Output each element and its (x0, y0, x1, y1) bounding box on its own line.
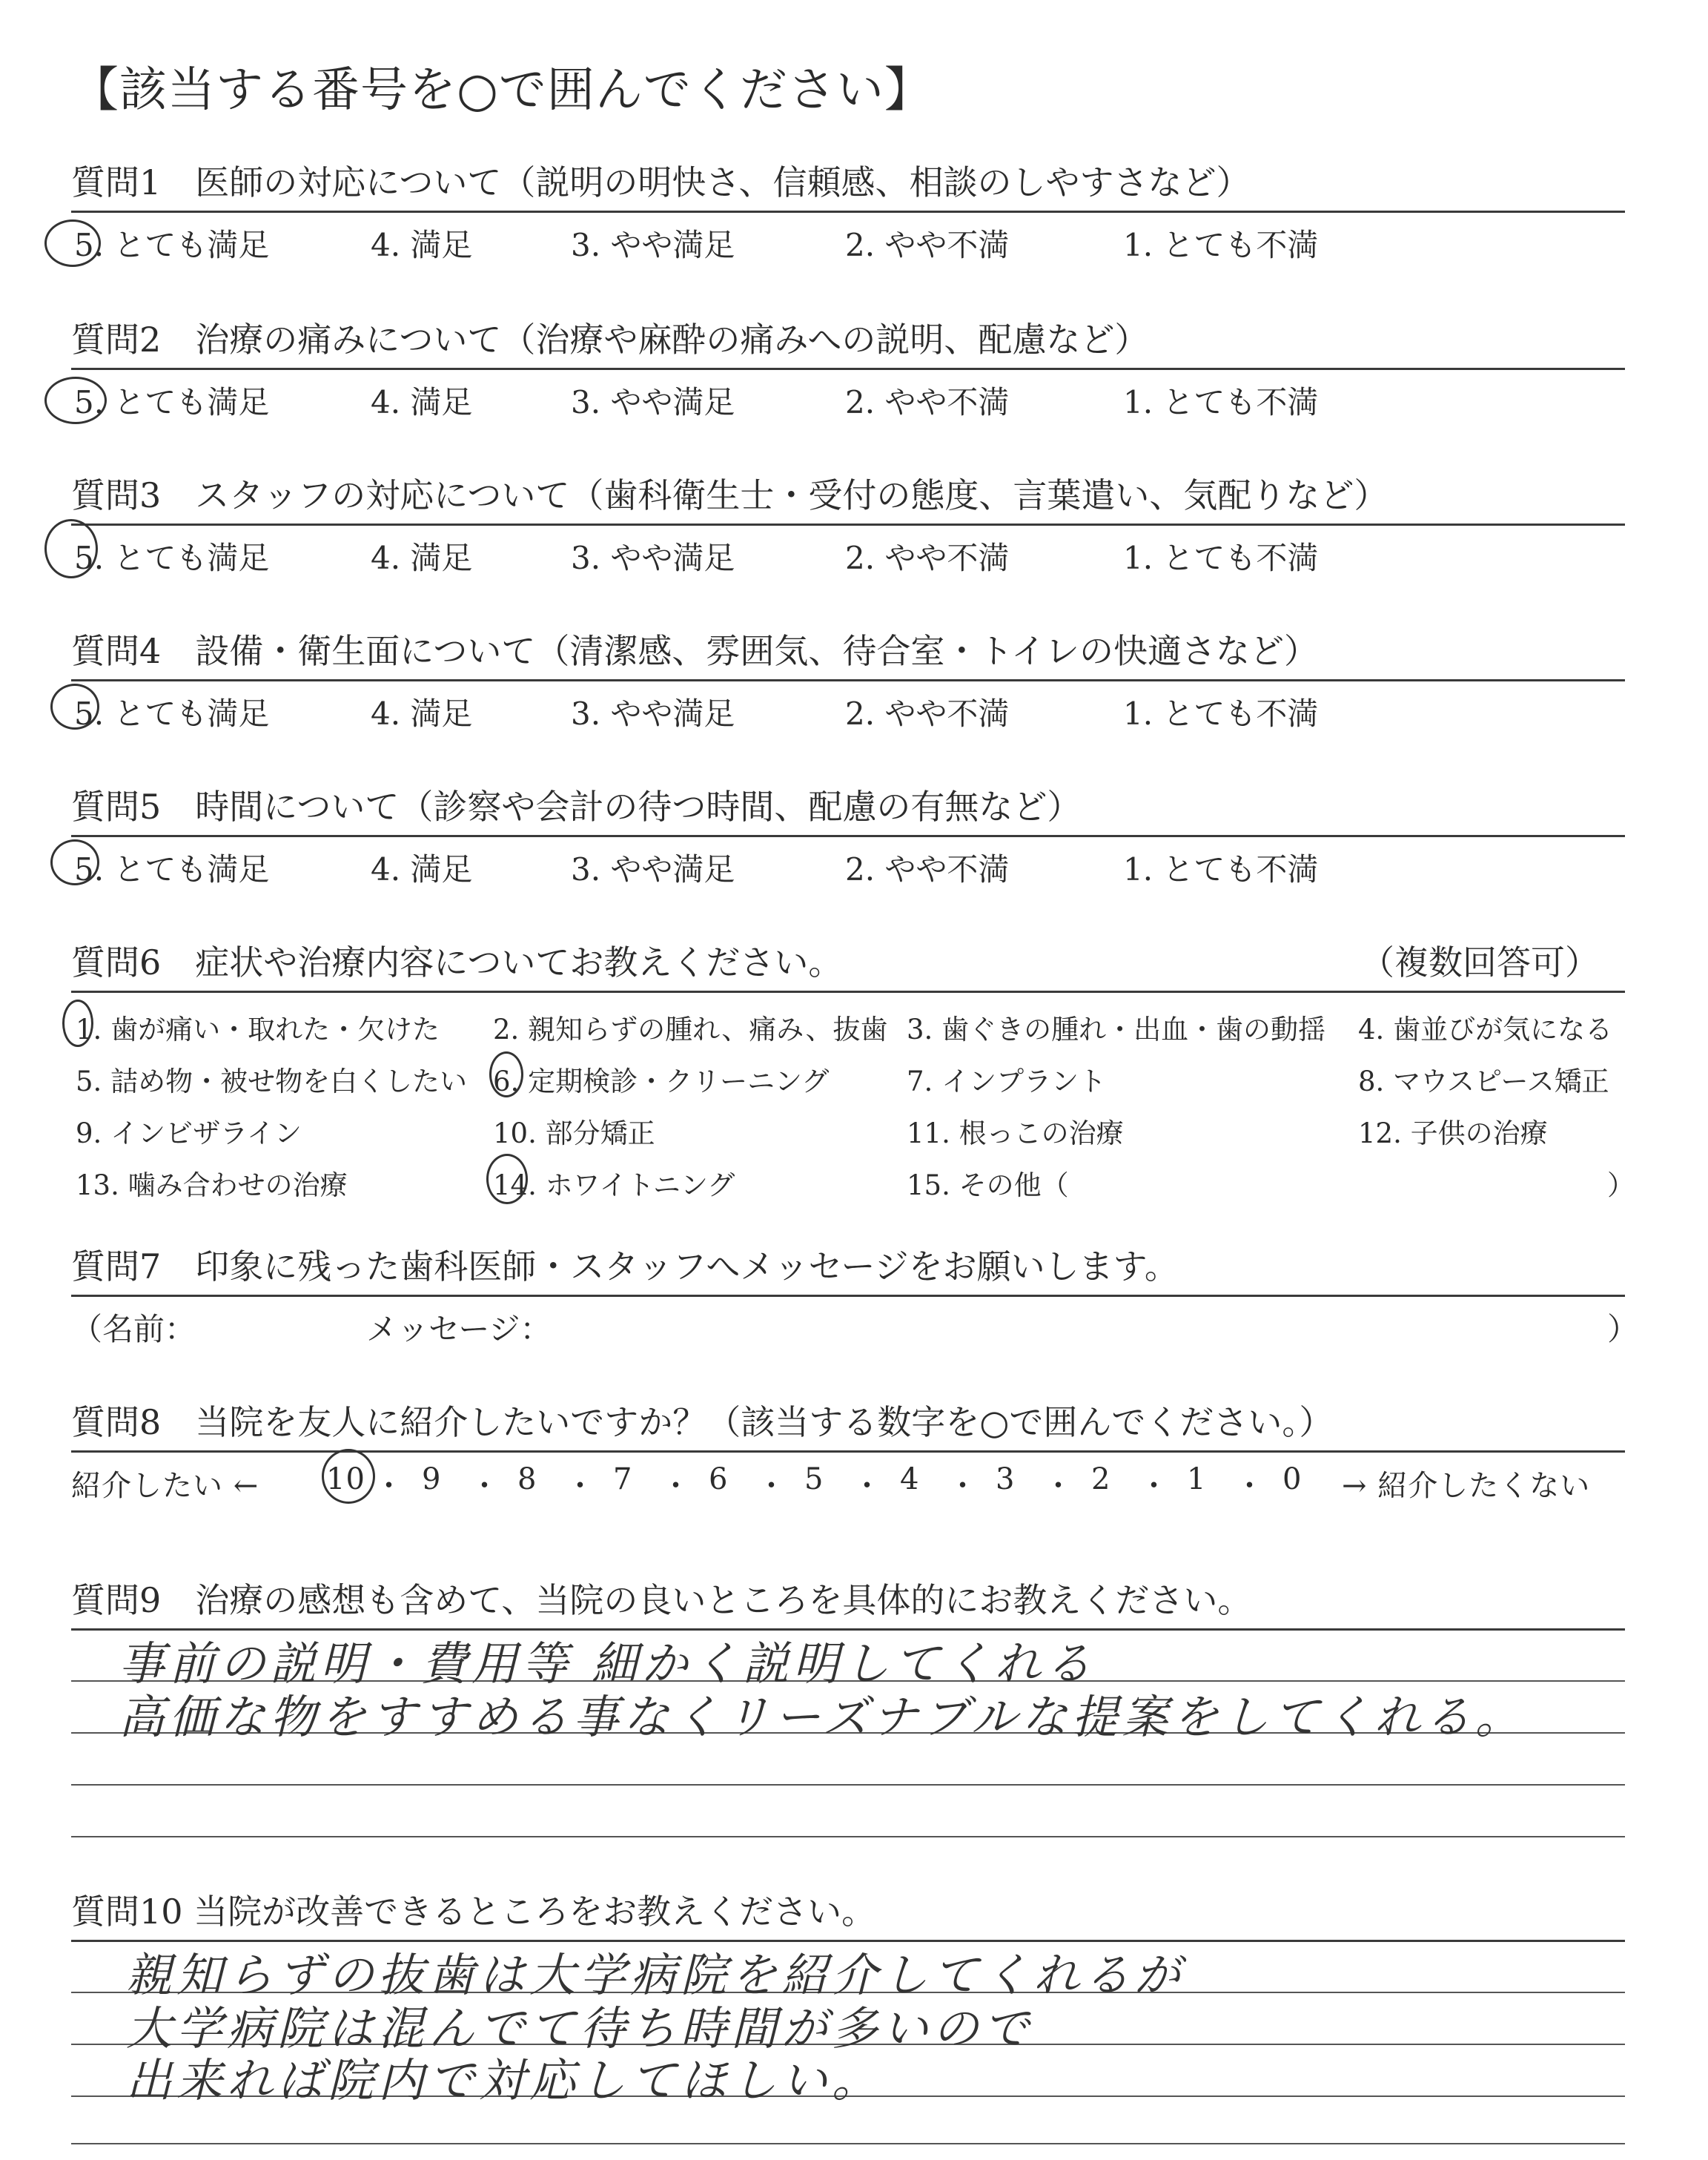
scale-value[interactable]: 9 (422, 1462, 442, 1496)
q1-option-1[interactable]: 1. とても不満 (1123, 227, 1319, 263)
selection-circle (44, 519, 98, 578)
q3-title: 質問3 スタッフの対応について（歯科衛生士・受付の態度、言葉遣い、気配りなど） (71, 475, 1388, 515)
divider (71, 991, 1625, 993)
writing-line (71, 1836, 1625, 1837)
q5-title: 質問5 時間について（診察や会計の待つ時間、配慮の有無など） (71, 787, 1082, 827)
q6-note: （複数回答可） (1360, 942, 1599, 982)
q6-option-15-close: ） (1607, 1169, 1635, 1201)
scale-value[interactable]: 8 (517, 1462, 537, 1496)
q10-answer-line-3: 出来れば院内で対応してほしい。 (126, 2053, 883, 2107)
q4-option-2[interactable]: 2. やや不満 (845, 696, 1010, 732)
q8-left-label: 紹介したい ← (71, 1469, 259, 1503)
scale-value[interactable]: 3 (996, 1462, 1016, 1496)
scale-separator: ・ (1139, 1469, 1170, 1503)
scale-separator: ・ (756, 1469, 787, 1503)
q7-message-label: メッセージ： (366, 1311, 552, 1347)
q6-option-1[interactable]: 1. 歯が痛い・取れた・欠けた (76, 1014, 440, 1046)
writing-line (71, 1784, 1625, 1786)
q10-title: 質問10 当院が改善できるところをお教えください。 (71, 1892, 876, 1932)
q7-name-label: （名前： (71, 1311, 196, 1347)
q7-close-paren: ） (1607, 1311, 1639, 1347)
scale-value[interactable]: 2 (1091, 1462, 1111, 1496)
q6-title: 質問6 症状や治療内容についてお教えください。 (71, 942, 843, 982)
q6-option-10[interactable]: 10. 部分矯正 (493, 1117, 655, 1149)
q1-option-2[interactable]: 2. やや不満 (845, 227, 1010, 263)
selection-circle (44, 219, 101, 267)
q9-answer-line-2: 高価な物をすすめる事なくリーズナブルな提案をしてくれる。 (119, 1690, 1526, 1744)
divider (71, 524, 1625, 526)
q6-option-9[interactable]: 9. インビザライン (76, 1117, 302, 1149)
q1-option-3[interactable]: 3. やや満足 (571, 227, 735, 263)
q6-option-6[interactable]: 6. 定期検診・クリーニング (493, 1066, 830, 1097)
writing-line (71, 2143, 1625, 2144)
q9-answer-line-1: 事前の説明・費用等 細かく説明してくれる (119, 1636, 1096, 1691)
selection-circle (44, 377, 107, 424)
q4-option-4[interactable]: 4. 満足 (371, 696, 473, 732)
q1-option-5[interactable]: 5. とても満足 (74, 227, 270, 263)
q6-option-12[interactable]: 12. 子供の治療 (1358, 1117, 1548, 1149)
scale-separator: ・ (852, 1469, 883, 1503)
q2-option-2[interactable]: 2. やや不満 (845, 384, 1010, 420)
q10-answer-line-1: 親知らずの抜歯は大学病院を紹介してくれるが (126, 1948, 1185, 2002)
scale-value[interactable]: 10 (326, 1462, 365, 1496)
q5-option-5[interactable]: 5. とても満足 (74, 851, 270, 888)
q2-option-4[interactable]: 4. 満足 (371, 384, 473, 420)
q6-option-11[interactable]: 11. 根っこの治療 (907, 1117, 1124, 1149)
scale-separator: ・ (374, 1469, 405, 1503)
q2-title: 質問2 治療の痛みについて（治療や麻酔の痛みへの説明、配慮など） (71, 320, 1149, 360)
q3-option-5[interactable]: 5. とても満足 (74, 540, 270, 576)
q3-option-2[interactable]: 2. やや不満 (845, 540, 1010, 576)
q7-title: 質問7 印象に残った歯科医師・スタッフへメッセージをお願いします。 (71, 1246, 1179, 1287)
scale-value[interactable]: 4 (900, 1462, 920, 1496)
q3-option-1[interactable]: 1. とても不満 (1123, 540, 1319, 576)
q5-option-3[interactable]: 3. やや満足 (571, 851, 735, 888)
q2-option-5[interactable]: 5. とても満足 (74, 384, 270, 420)
q3-option-4[interactable]: 4. 満足 (371, 540, 473, 576)
divider (71, 679, 1625, 681)
selection-circle (50, 684, 99, 730)
q2-option-3[interactable]: 3. やや満足 (571, 384, 735, 420)
q6-option-7[interactable]: 7. インプラント (907, 1066, 1107, 1097)
q5-option-2[interactable]: 2. やや不満 (845, 851, 1010, 888)
q5-option-1[interactable]: 1. とても不満 (1123, 851, 1319, 888)
q6-option-4[interactable]: 4. 歯並びが気になる (1358, 1014, 1613, 1046)
selection-circle (62, 1000, 93, 1047)
divider (71, 1450, 1625, 1453)
q2-option-1[interactable]: 1. とても不満 (1123, 384, 1319, 420)
selection-circle (486, 1154, 528, 1204)
q4-option-1[interactable]: 1. とても不満 (1123, 696, 1319, 732)
q6-option-3[interactable]: 3. 歯ぐきの腫れ・出血・歯の動揺 (907, 1014, 1326, 1046)
q6-option-15[interactable]: 15. その他（ (907, 1169, 1069, 1201)
q1-title: 質問1 医師の対応について（説明の明快さ、信頼感、相談のしやすさなど） (71, 162, 1251, 202)
scale-separator: ・ (469, 1469, 500, 1503)
q3-option-3[interactable]: 3. やや満足 (571, 540, 735, 576)
q4-option-3[interactable]: 3. やや満足 (571, 696, 735, 732)
scale-separator: ・ (661, 1469, 692, 1503)
q1-option-4[interactable]: 4. 満足 (371, 227, 473, 263)
q6-option-5[interactable]: 5. 詰め物・被せ物を白くしたい (76, 1066, 468, 1097)
q6-option-14[interactable]: 14. ホワイトニング (493, 1169, 735, 1201)
selection-circle (50, 839, 99, 885)
scale-separator: ・ (1043, 1469, 1074, 1503)
q6-option-13[interactable]: 13. 噛み合わせの治療 (76, 1169, 348, 1201)
q5-option-4[interactable]: 4. 満足 (371, 851, 473, 888)
selection-circle (322, 1449, 375, 1504)
q10-answer-line-2: 大学病院は混んでて待ち時間が多いので (126, 2001, 1034, 2055)
scale-separator: ・ (1234, 1469, 1265, 1503)
q4-title: 質問4 設備・衛生面について（清潔感、雰囲気、待合室・トイレの快適さなど） (71, 631, 1319, 671)
scale-value[interactable]: 7 (613, 1462, 633, 1496)
divider (71, 835, 1625, 837)
form-header: 【該当する番号を○で囲んでください】 (71, 63, 933, 118)
q6-option-2[interactable]: 2. 親知らずの腫れ、痛み、抜歯 (493, 1014, 888, 1046)
q6-option-8[interactable]: 8. マウスピース矯正 (1358, 1066, 1609, 1097)
q9-title: 質問9 治療の感想も含めて、当院の良いところを具体的にお教えください。 (71, 1580, 1252, 1620)
scale-value[interactable]: 6 (709, 1462, 729, 1496)
divider (71, 211, 1625, 213)
scale-value[interactable]: 1 (1187, 1462, 1207, 1496)
scale-value[interactable]: 5 (804, 1462, 824, 1496)
divider (71, 1295, 1625, 1297)
q8-title: 質問8 当院を友人に紹介したいですか？（該当する数字を○で囲んでください。） (71, 1402, 1334, 1442)
q8-right-label: → 紹介したくない (1342, 1469, 1591, 1503)
selection-circle (489, 1051, 523, 1097)
scale-separator: ・ (947, 1469, 979, 1503)
scale-separator: ・ (565, 1469, 596, 1503)
q4-option-5[interactable]: 5. とても満足 (74, 696, 270, 732)
scale-value[interactable]: 0 (1282, 1462, 1302, 1496)
divider (71, 368, 1625, 370)
